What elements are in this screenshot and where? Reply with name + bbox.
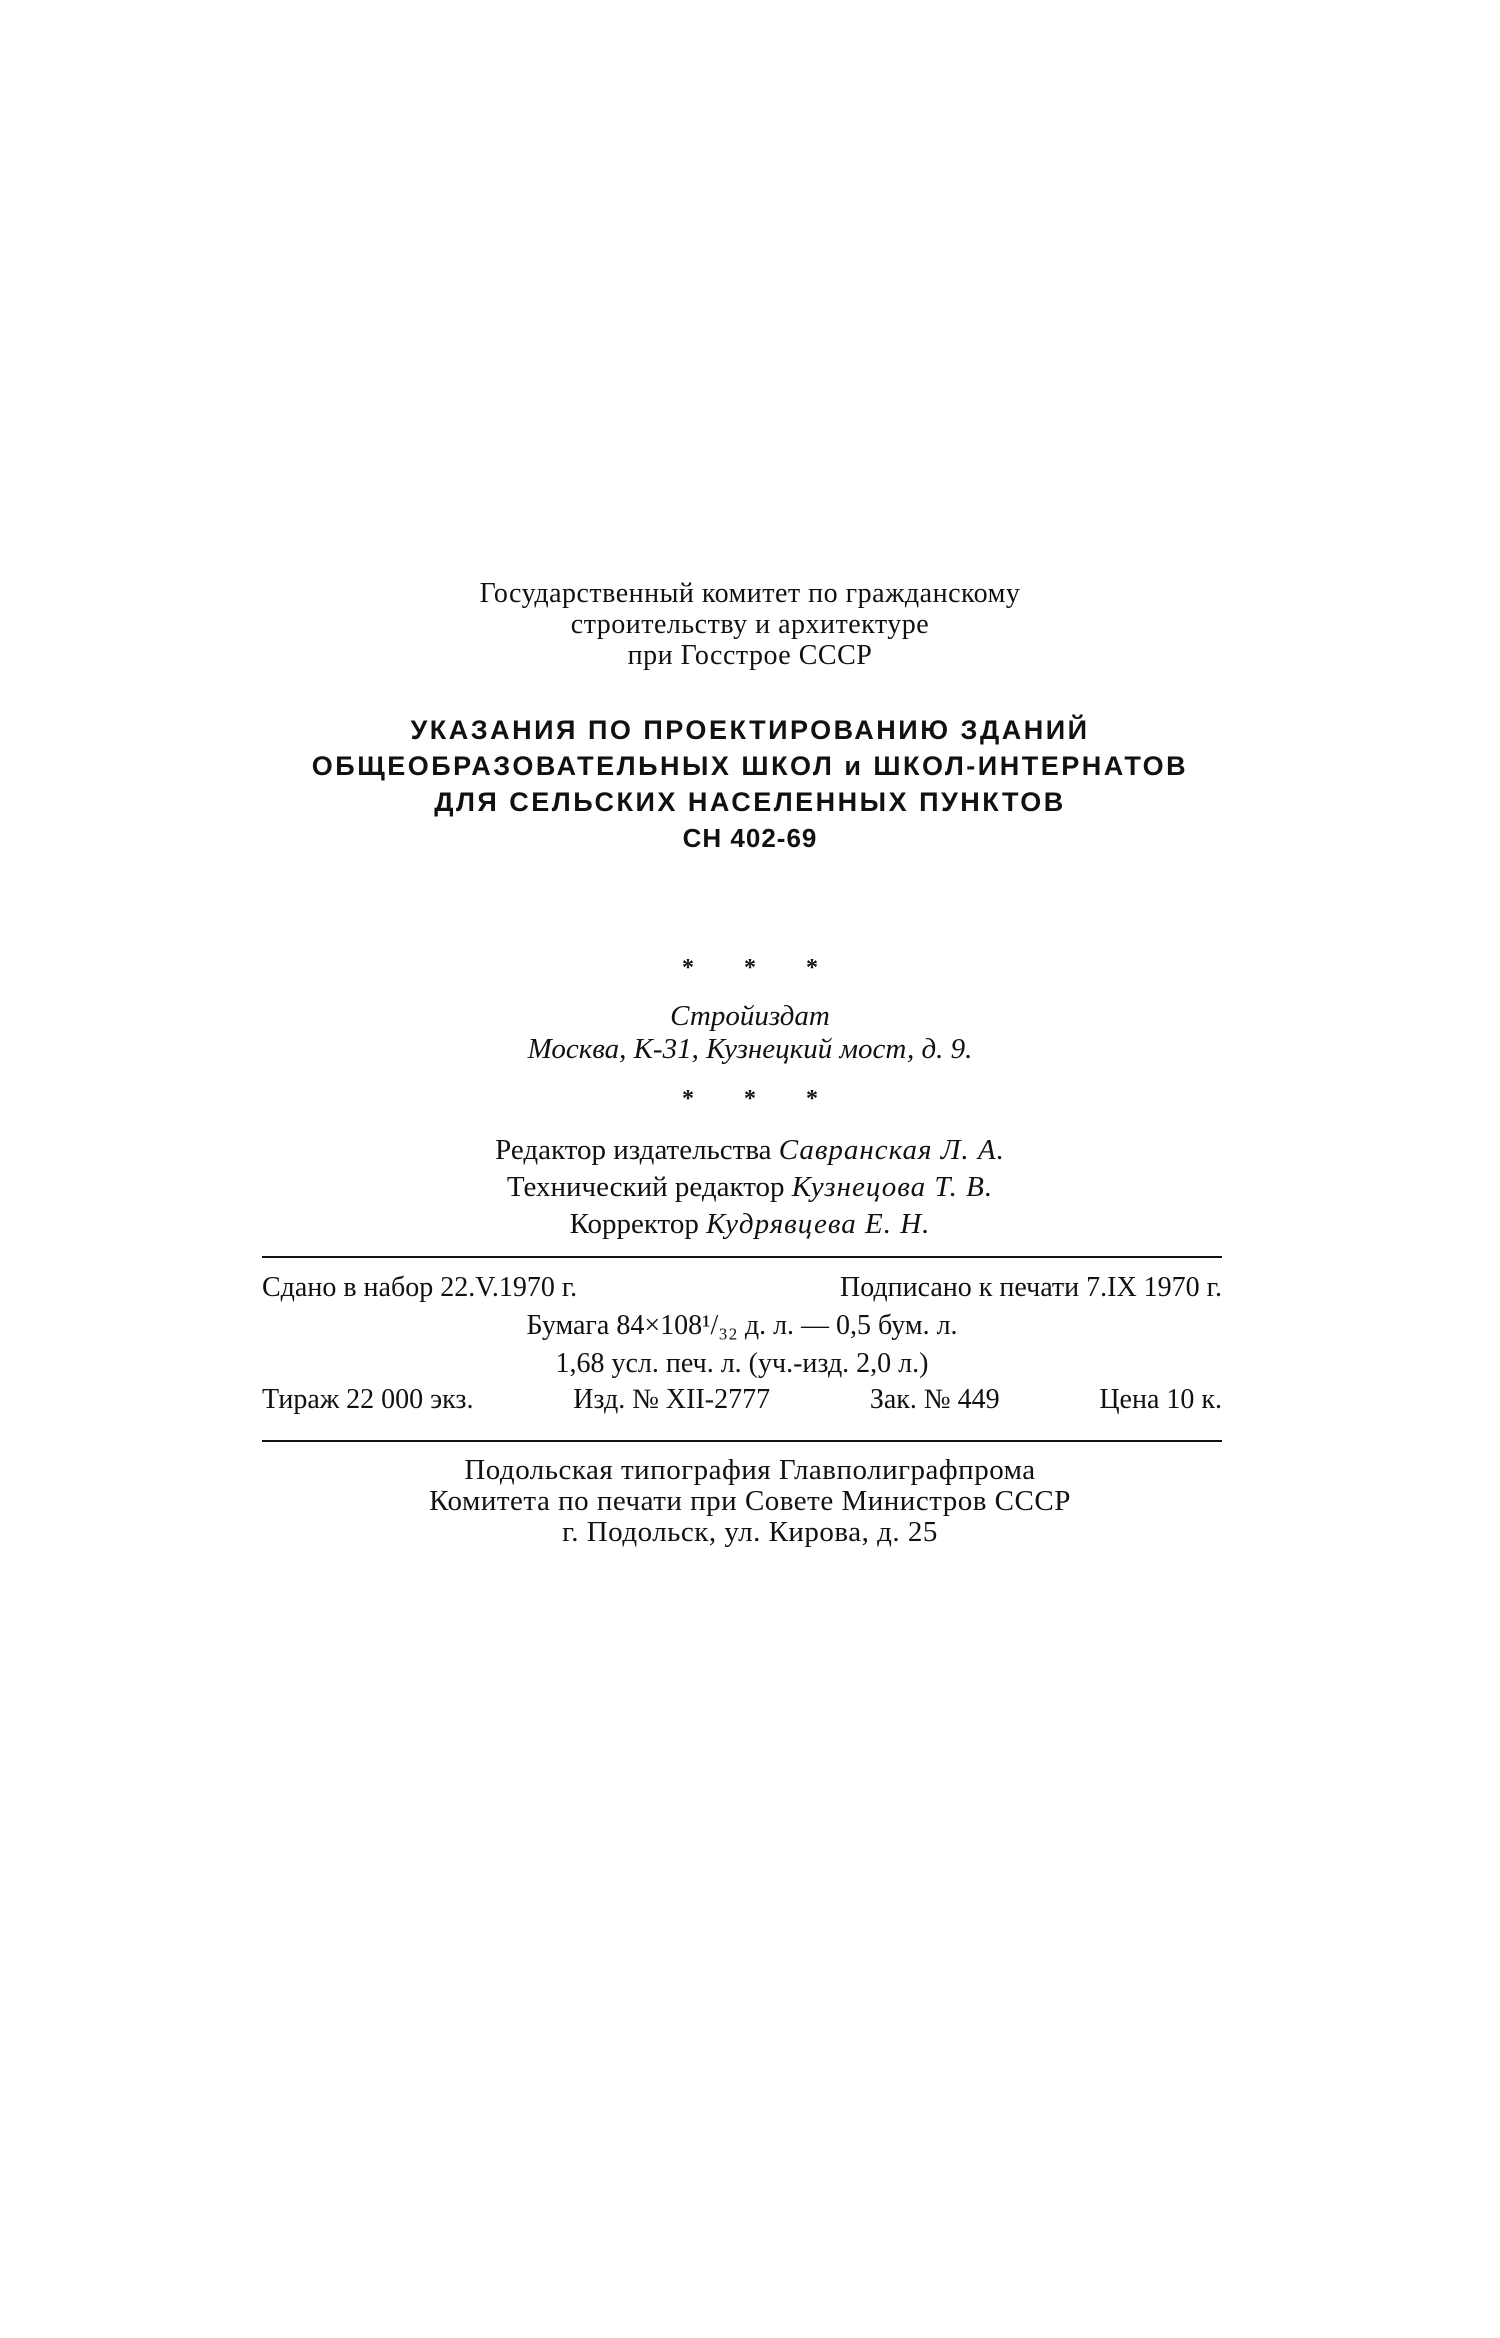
editorial-staff	[0, 1132, 1500, 1243]
document-title	[0, 712, 1500, 856]
imprint-run-row	[262, 1384, 1222, 1416]
staff-line-technical-editor	[0, 1169, 1500, 1206]
asterisk-separator: * * *	[682, 1086, 840, 1112]
title-line-1: УКАЗАНИЯ ПО ПРОЕКТИРОВАНИЮ ЗДАНИЙ	[410, 715, 1090, 745]
signed-date: Подписано к печати 7.IX 1970 г.	[839, 1272, 1222, 1303]
title-line-3: ДЛЯ СЕЛЬСКИХ НАСЕЛЕННЫХ ПУНКТОВ	[434, 787, 1066, 817]
typeset-date: Сдано в набор 22.V.1970 г.	[262, 1272, 578, 1303]
printing-house	[0, 1455, 1500, 1548]
staff-line-proofreader	[0, 1206, 1500, 1243]
organization-line-3: при Госстрое СССР	[627, 640, 873, 671]
order-number: Зак. № 449	[869, 1384, 1000, 1415]
title-line-2: ОБЩЕОБРАЗОВАТЕЛЬНЫХ ШКОЛ и ШКОЛ-ИНТЕРНАТОВ	[311, 751, 1189, 781]
organization-line-2: строительству и архитектуре	[570, 609, 930, 640]
staff-role: Технический редактор	[506, 1171, 785, 1203]
staff-line-editor	[0, 1132, 1500, 1169]
printer-line-1: Подольская типография Главполиграфпрома	[464, 1454, 1036, 1486]
staff-name: Кудрявцева Е. Н.	[706, 1208, 931, 1240]
price: Цена 10 к.	[1099, 1384, 1222, 1415]
publisher-name: Стройиздат	[670, 1000, 830, 1032]
paper-format: Бумага 84×108¹/₃₂ д. л. — 0,5 бум. л.	[526, 1310, 958, 1341]
print-run: Тираж 22 000 экз.	[262, 1384, 474, 1415]
organization-line-1: Государственный комитет по гражданскому	[479, 578, 1021, 609]
staff-role: Корректор	[569, 1208, 699, 1240]
imprint-dates-row	[262, 1272, 1222, 1304]
publisher-address: Москва, К-31, Кузнецкий мост, д. 9.	[527, 1033, 973, 1065]
printer-line-3: г. Подольск, ул. Кирова, д. 25	[562, 1516, 938, 1548]
staff-role: Редактор издательства	[495, 1134, 772, 1166]
staff-name: Кузнецова Т. В.	[791, 1171, 994, 1203]
document-code: СН 402-69	[682, 823, 818, 853]
printed-sheets: 1,68 усл. печ. л. (уч.-изд. 2,0 л.)	[555, 1348, 929, 1379]
divider-rule	[262, 1256, 1222, 1258]
printer-line-2: Комитета по печати при Совете Министров СССР	[429, 1485, 1071, 1517]
staff-name: Савранская Л. А.	[778, 1134, 1005, 1166]
divider-rule	[262, 1440, 1222, 1442]
asterisk-separator: * * *	[682, 955, 840, 981]
edition-number: Изд. № XII-2777	[573, 1384, 771, 1415]
publisher	[0, 1000, 1500, 1066]
issuing-organization	[0, 578, 1500, 671]
